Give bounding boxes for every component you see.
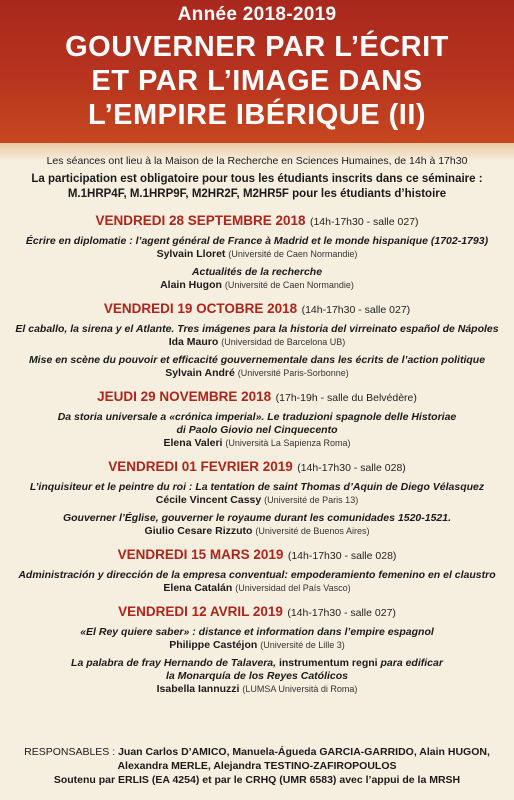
talk-affiliation: (LUMSA Università di Roma) — [242, 684, 358, 694]
talk — [8, 569, 506, 595]
session-info: (14h-17h30 - salle 028) — [287, 550, 397, 562]
session-info: (14h-17h30 - salle 027) — [301, 304, 411, 316]
talk-title-part: instrumentum regni — [276, 657, 381, 669]
talk — [8, 323, 506, 349]
session-header — [8, 603, 506, 622]
talk — [8, 657, 506, 696]
talk-affiliation: (Université de Lille 3) — [260, 640, 345, 650]
talk-speaker: Cécile Vincent Cassy — [155, 494, 262, 506]
responsables-label: RESPONSABLES : — [24, 746, 116, 758]
session-date: VENDREDI 19 OCTOBRE 2018 — [103, 301, 298, 316]
session — [8, 546, 506, 595]
talk-speaker: Philippe Castéjon — [169, 639, 258, 651]
page-title — [0, 30, 514, 132]
session-info: (14h-17h30 - salle 027) — [287, 607, 396, 619]
session — [8, 458, 506, 538]
header-banner — [0, 0, 514, 143]
talk — [8, 626, 506, 652]
talk-speaker: Sylvain André — [165, 367, 235, 379]
responsables-names: Juan Carlos D’AMICO, Manuela-Águeda GARCIA-GARRIDO, Alain HUGON, — [118, 746, 490, 758]
session-header — [8, 212, 506, 231]
session — [8, 388, 506, 450]
session-header — [8, 546, 506, 565]
talk-title: la Monarquía de los Reyes Católicos — [165, 670, 349, 682]
talk-title-part: La palabra de fray Hernando de Talavera, — [71, 657, 277, 669]
talk-title: El caballo, la sirena y el Atlante. Tres imágenes para la historia del virreinato español de Nápoles — [15, 323, 499, 335]
talk-speaker: Isabella Iannuzzi — [156, 683, 240, 695]
talk-title: Da storia universale a «crónica imperial». Le traduzioni spagnole delle Historiae — [57, 411, 457, 423]
intro-text: Les séances ont lieu à la Maison de la Recherche en Sciences Humaines, de 14h à 17h30 — [46, 155, 468, 167]
session-info: (14h-17h30 - salle 028) — [297, 462, 406, 474]
session-header — [8, 388, 506, 407]
talk — [8, 512, 506, 538]
responsables-line — [0, 759, 514, 773]
requirement-line: M.1HRP4F, M.1HRP9F, M2HR2F, M2HR5F pour les étudiants d’histoire — [67, 188, 447, 200]
talk-affiliation: (Université Paris-Sorbonne) — [237, 368, 349, 378]
requirement-line: La participation est obligatoire pour tous les étudiants inscrits dans ce séminaire : — [31, 173, 483, 185]
talk-title: di Paolo Giovio nel Cinquecento — [176, 424, 338, 436]
talk-title: Actualités de la recherche — [191, 266, 323, 278]
session-date: JEUDI 29 NOVEMBRE 2018 — [97, 389, 272, 404]
talk — [8, 354, 506, 380]
talk-speaker: Giulio Cesare Rizzuto — [144, 525, 253, 537]
talk-affiliation: (Universidad de Barcelona UB) — [221, 337, 346, 347]
session — [8, 603, 506, 696]
talk-affiliation: (Université de Caen Normandie) — [224, 280, 354, 290]
talk-affiliation: (Université de Buenos Aires) — [255, 526, 370, 536]
talk — [8, 235, 506, 261]
talk-title-part: para edificar — [380, 657, 443, 669]
talk-title — [8, 657, 506, 670]
talk-title: L’inquisiteur et le peintre du roi : La tentation de saint Thomas d’Aquin de Diego Vélasquez — [29, 481, 485, 493]
responsables-line — [0, 745, 514, 759]
session-header — [8, 458, 506, 477]
talk-affiliation: (Université de Paris 13) — [264, 495, 359, 505]
talk-title: Administración y dirección de la empresa conventual: empoderamiento femenino en el claustro — [18, 569, 496, 581]
responsables-names: Alexandra MERLE, Alejandra TESTINO-ZAFIROPOULOS — [117, 760, 397, 772]
title-line: GOUVERNER PAR L’ÉCRIT — [65, 31, 449, 63]
talk-speaker: Elena Valeri — [163, 437, 223, 449]
session — [8, 300, 506, 380]
program-content — [0, 155, 514, 704]
session-header — [8, 300, 506, 319]
title-line: L’EMPIRE IBÉRIQUE (II) — [87, 99, 427, 131]
talk-title: «El Rey quiere saber» : distance et information dans l’empire espagnol — [80, 626, 434, 638]
talk-title: Gouverner l’Église, gouverner le royaume durant les comunidades 1520-1521. — [62, 512, 452, 524]
talk-speaker: Elena Catalán — [163, 582, 233, 594]
requirement-text — [6, 172, 508, 202]
footer — [0, 745, 514, 787]
session-date: VENDREDI 01 FEVRIER 2019 — [108, 459, 293, 474]
support-line — [0, 773, 514, 787]
session-info: (14h-17h30 - salle 027) — [309, 216, 419, 228]
talk-affiliation: (Universidad del País Vasco) — [235, 583, 351, 593]
talk-speaker: Alain Hugon — [160, 279, 222, 291]
session — [8, 212, 506, 292]
talk-affiliation: (Università La Sapienza Roma) — [225, 438, 351, 448]
talk-title: Mise en scène du pouvoir et efficacité gouvernementale dans les écrits de l’action politique — [28, 354, 486, 366]
session-date: VENDREDI 12 AVRIL 2019 — [118, 604, 283, 619]
talk — [8, 411, 506, 450]
session-info: (17h-19h - salle du Belvédère) — [275, 392, 417, 404]
session-date: VENDREDI 28 SEPTEMBRE 2018 — [95, 213, 306, 228]
title-line: ET PAR L’IMAGE DANS — [91, 65, 423, 97]
session-date: VENDREDI 15 MARS 2019 — [117, 547, 284, 562]
talk — [8, 481, 506, 507]
year-label: Année 2018-2019 — [177, 4, 337, 25]
talk-speaker: Sylvain Lloret — [156, 248, 226, 260]
support-text: Soutenu par ERLIS (EA 4254) et par le CRHQ (UMR 6583) avec l’appui de la MRSH — [53, 774, 461, 786]
talk — [8, 266, 506, 292]
talk-title: Écrire en diplomatie : l’agent général de France à Madrid et le monde hispanique (1702-1793) — [25, 235, 489, 247]
talk-affiliation: (Université de Caen Normandie) — [228, 249, 358, 259]
talk-speaker: Ida Mauro — [168, 336, 219, 348]
